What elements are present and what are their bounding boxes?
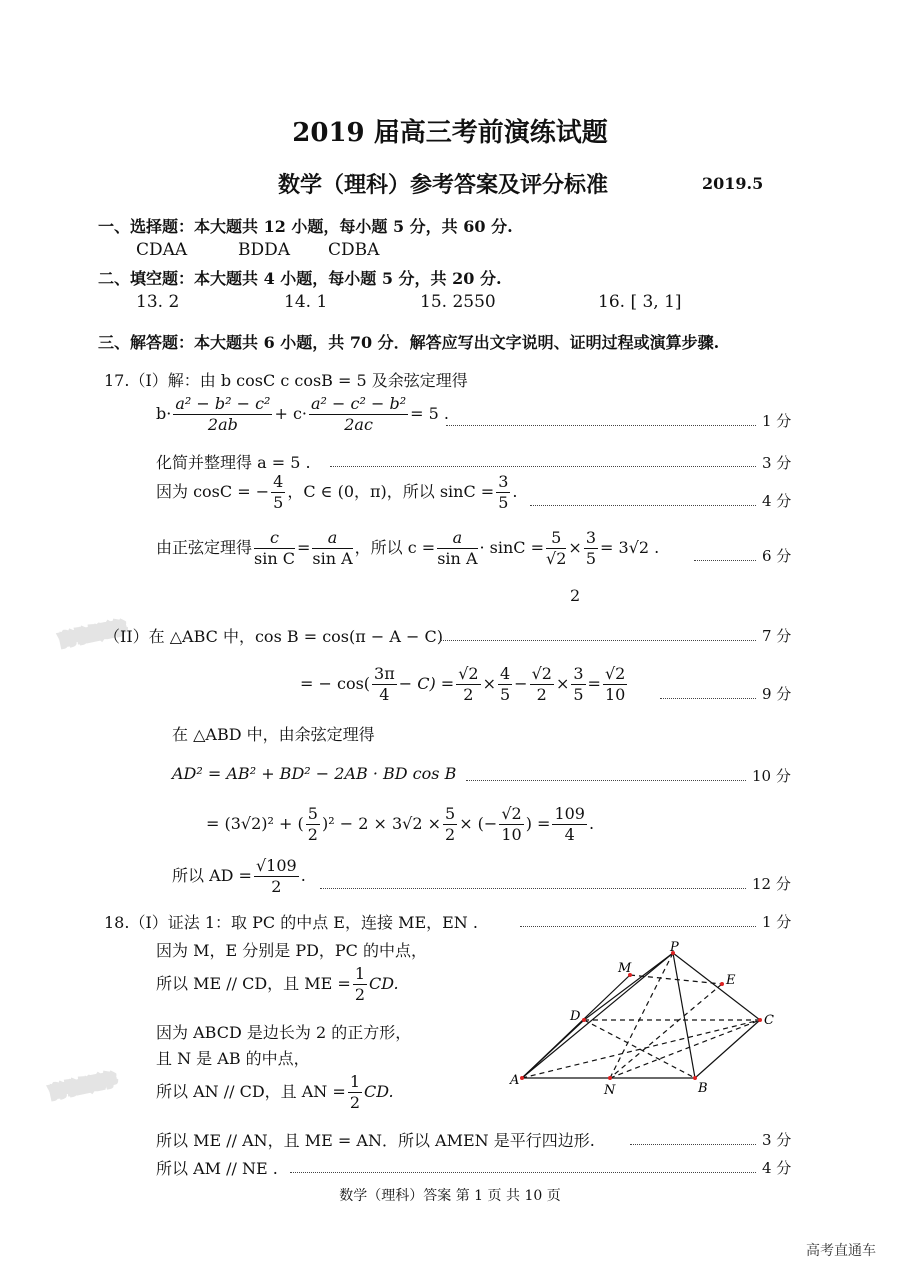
choice-answers-3: CDBA (328, 240, 380, 260)
score-3: 3 分 (762, 454, 792, 472)
fraction: $\frac{1}{2}$ (354, 964, 366, 1004)
fraction: $\frac{c}{\text{sin C}}$ (254, 528, 295, 568)
label-E: E (726, 973, 736, 988)
label-B: B (698, 1081, 708, 1096)
edge-NC (610, 1020, 760, 1078)
fill-answer-14: 14. 1 (284, 292, 328, 312)
label-P: P (670, 940, 679, 955)
fraction: $\frac{5}{√2}$ (546, 528, 567, 568)
score-12: 12 分 (752, 875, 791, 893)
score-4: 4 分 (762, 1159, 792, 1177)
fraction: $\frac{√2}{2}$ (531, 664, 552, 704)
q17-line-5-sub: 2 (570, 586, 581, 605)
fraction: $\frac{5}{2}$ (307, 804, 318, 844)
point-A (520, 1076, 524, 1080)
page-subtitle: 数学（理科）参考答案及评分标准 (278, 172, 609, 198)
score-leader (660, 698, 756, 699)
score-7: 7 分 (762, 627, 792, 645)
label-N: N (604, 1083, 616, 1098)
watermark-text-2: 高考直通车 (49, 1072, 117, 1101)
q18-line-6: 所以 AN // CD，且 AN = $\frac{1}{2}$ CD. (156, 1072, 394, 1112)
q17-line-9: AD² = AB² + BD² − 2AB · BD cos B (172, 764, 457, 783)
score-leader (446, 425, 756, 426)
fraction: $\frac{\text{a² − c² − b²}}{2ac}$ (311, 394, 407, 434)
q17-line-11: 所以 AD = $\frac{√109}{2}$ . (172, 856, 306, 896)
point-B (693, 1076, 697, 1080)
q17-line-3: 化简并整理得 a = 5 . (156, 453, 311, 472)
fraction: $\frac{3\pi}{4}$ (374, 664, 395, 704)
label-A: A (510, 1073, 520, 1088)
edge-PA (522, 953, 673, 1078)
q18-line-7: 所以 ME // AN，且 ME = AN．所以 AMEN 是平行四边形. (156, 1131, 595, 1150)
score-leader (520, 926, 756, 927)
q18-line-8: 所以 AM // NE . (156, 1159, 278, 1178)
score-leader (330, 466, 756, 467)
fill-answer-13: 13. 2 (136, 292, 180, 312)
fraction: $\frac{3}{5}$ (573, 664, 584, 704)
q17-line-6: （II）在 △ABC 中，cos B = cos(π − A − C) (104, 627, 443, 646)
q18-line-2: 因为 M，E 分别是 PD，PC 的中点， (156, 941, 428, 960)
watermark-text-1: 高考直通车 (59, 620, 127, 649)
q18-line-4: 因为 ABCD 是边长为 2 的正方形， (156, 1023, 412, 1042)
edge-DA (522, 1020, 584, 1078)
brand-logo: 高考直通车 (806, 1243, 876, 1259)
q17-line-5: 由正弦定理得 $\frac{c}{\text{sin C}}$ = $\frac{a}{\text{sin A}}$ ，所以 c = $\frac{a}{\text{sin A}}$ · sinC = $\frac{5}{√2}$ × $\frac{3}{5}$ = 3√2 . (156, 528, 660, 568)
section-1-heading: 一、选择题：本大题共 12 小题，每小题 5 分，共 60 分. (98, 217, 513, 236)
page-footer: 数学（理科）答案 第 1 页 共 10 页 (339, 1188, 561, 1204)
edge-EN (610, 984, 722, 1078)
score-leader (290, 1172, 756, 1173)
page-title: 2019 届高三考前演练试题 (292, 118, 608, 148)
score-1: 1 分 (762, 913, 792, 931)
q17-line-8: 在 △ABD 中，由余弦定理得 (172, 725, 375, 744)
score-leader (440, 640, 756, 641)
fraction: $\frac{3}{5}$ (585, 528, 597, 568)
fraction: $\frac{4}{5}$ (499, 664, 511, 704)
fraction: $\frac{a}{\text{sin A}}$ (312, 528, 353, 568)
pyramid-figure (500, 940, 800, 1100)
score-3: 3 分 (762, 1131, 792, 1149)
q17-line-10: = (3√2)² + ( $\frac{5}{2}$ )² − 2 × 3√2 × $\frac{5}{2}$ × (− $\frac{√2}{10}$ ) = $\frac{109}{4}$ . (206, 804, 595, 844)
fraction: $\frac{√109}{2}$ (255, 856, 297, 896)
fraction: $\frac{√2}{10}$ (501, 804, 522, 844)
point-D (582, 1018, 586, 1022)
score-leader (530, 505, 756, 506)
choice-answers-1: CDAA (136, 240, 188, 260)
score-6: 6 分 (762, 547, 792, 565)
score-leader (630, 1144, 756, 1145)
edge-PC (673, 953, 760, 1020)
label-D: D (570, 1009, 581, 1024)
fraction: $\frac{\text{a² − b² − c²}}{2ab}$ (175, 394, 271, 434)
score-4: 4 分 (762, 492, 792, 510)
score-leader (320, 888, 746, 889)
section-3-heading: 三、解答题：本大题共 6 小题，共 70 分．解答应写出文字说明、证明过程或演算步骤. (98, 333, 720, 352)
label-M: M (618, 961, 632, 976)
exam-date: 2019.5 (702, 174, 764, 193)
fraction: $\frac{1}{2}$ (349, 1072, 360, 1112)
fill-answer-16: 16. [ 3, 1] (598, 292, 682, 312)
q18-line-1: 18.（I）证法 1：取 PC 的中点 E，连接 ME，EN . (104, 913, 478, 932)
fraction: $\frac{3}{5}$ (498, 472, 509, 512)
q17-line-7: = − cos( $\frac{3\pi}{4}$ − C) = $\frac{√2}{2}$ × $\frac{4}{5}$ − $\frac{√2}{2}$ × $\frac{3}{5}$ = $\frac{√2}{10}$ (300, 664, 626, 704)
score-leader (466, 780, 746, 781)
choice-answers-2: BDDA (238, 240, 291, 260)
edge-BC (695, 1020, 760, 1078)
q17-line-4: 因为 cosC = − $\frac{4}{5}$ ，C ∈ (0，π)，所以 sinC = $\frac{3}{5}$ . (156, 472, 518, 512)
watermark-row-2 (50, 1072, 117, 1101)
fraction: $\frac{√2}{2}$ (458, 664, 479, 704)
label-C: C (764, 1013, 774, 1028)
q18-line-5: 且 N 是 AB 的中点， (156, 1049, 310, 1068)
q17-line-2: b· $\frac{\text{a² − b² − c²}}{2ab}$ + c· $\frac{\text{a² − c² − b²}}{2ac}$ = 5 . (156, 394, 449, 434)
fill-answer-15: 15. 2550 (420, 292, 496, 312)
fraction: $\frac{5}{2}$ (445, 804, 456, 844)
point-E (720, 982, 724, 986)
fraction: $\frac{4}{5}$ (273, 472, 284, 512)
q17-line-1: 17.（I）解：由 b cosC c cosB = 5 及余弦定理得 (104, 371, 468, 390)
fraction: $\frac{√2}{10}$ (604, 664, 626, 704)
score-leader (694, 560, 756, 561)
score-10: 10 分 (752, 767, 791, 785)
point-C (758, 1018, 762, 1022)
q18-line-3: 所以 ME // CD，且 ME = $\frac{1}{2}$ CD. (156, 964, 399, 1004)
score-9: 9 分 (762, 685, 792, 703)
fraction: $\frac{109}{4}$ (554, 804, 585, 844)
fraction: $\frac{a}{\text{sin A}}$ (437, 528, 478, 568)
point-N (608, 1076, 612, 1080)
score-1: 1 分 (762, 412, 792, 430)
section-2-heading: 二、填空题：本大题共 4 小题，每小题 5 分，共 20 分. (98, 269, 502, 288)
